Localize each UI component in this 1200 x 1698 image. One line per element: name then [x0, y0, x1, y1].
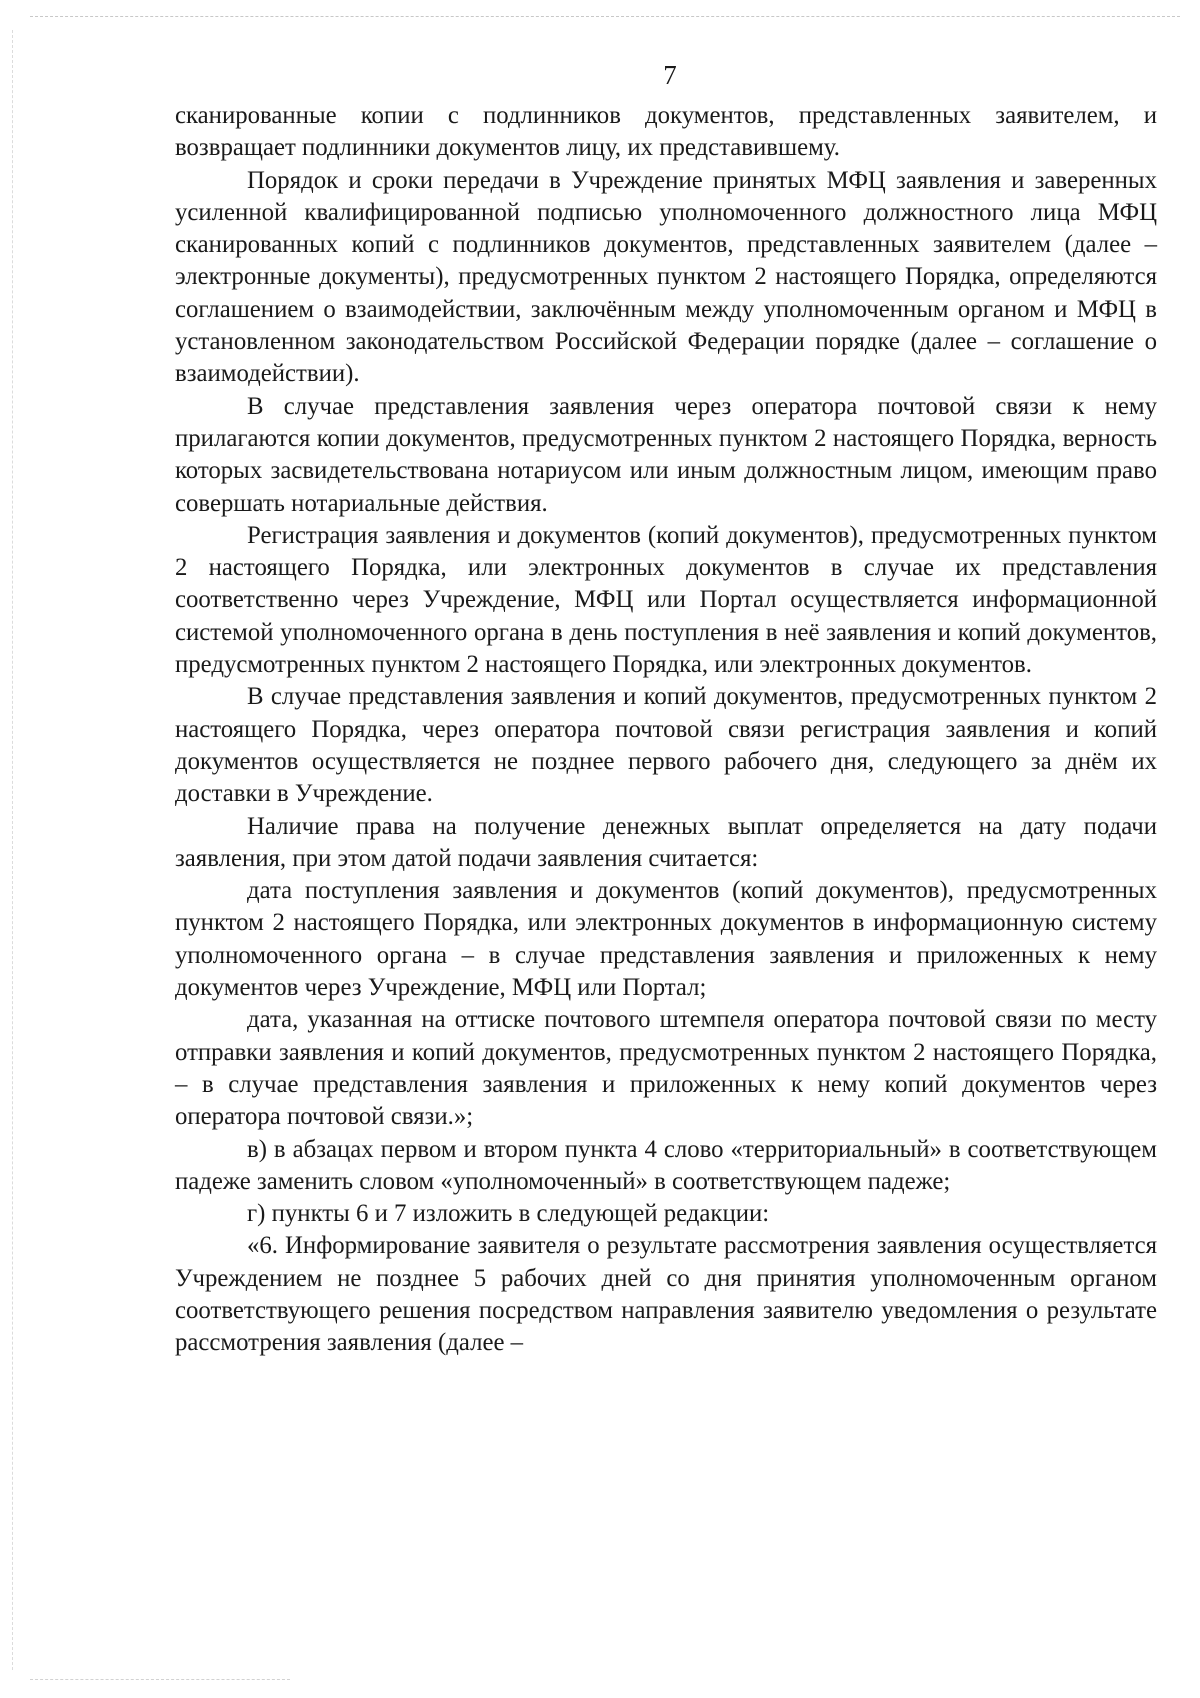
paragraph-9: в) в абзацах первом и втором пункта 4 слово «территориальный» в соответствующем падеже заменить словом «уполномоченный» в соответствующем падеже;	[175, 1135, 1157, 1195]
paragraph-7: дата поступления заявления и документов (копий документов), предусмотренных пунктом 2 настоящего Порядка, или электронных документов в информационную систему уполномоченного органа – в случае представления заявления и приложенных к нему документов через Учреждение, МФЦ или Портал;	[175, 877, 1157, 1002]
page-number: 7	[663, 60, 677, 90]
paragraph-3: В случае представления заявления через оператора почтовой связи к нему прилагаются копии документов, предусмотренных пунктом 2 настоящего Порядка, верность которых засвидетельствована нотариусом или иным должностным лицом, имеющим право совершать нотариальные действия.	[175, 392, 1157, 517]
paragraph-5: В случае представления заявления и копий документов, предусмотренных пунктом 2 настоящего Порядка, через оператора почтовой связи регистрация заявления и копий документов осуществляется не позднее первого рабочего дня, следующего за днём их доставки в Учреждение.	[175, 683, 1157, 808]
paragraph-1: сканированные копии с подлинников документов, представленных заявителем, и возвращает подлинники документов лицу, их представившему.	[175, 102, 1157, 162]
paragraph-10: г) пункты 6 и 7 изложить в следующей редакции:	[247, 1200, 770, 1228]
scan-edge-left	[12, 30, 13, 1670]
scan-edge-bottom	[30, 1679, 290, 1680]
paragraph-2: Порядок и сроки передачи в Учреждение принятых МФЦ заявления и заверенных усиленной квалифицированной подписью уполномоченного должностного лица МФЦ сканированных копий с подлинников документов, представленных заявителем (далее – электронные документы), предусмотренных пунктом 2 настоящего Порядка, определяются соглашением о взаимодействии, заключённым между уполномоченным органом и МФЦ в установленном законодательством Российской Федерации порядке (далее – соглашение о взаимодействии).	[175, 166, 1157, 388]
paragraph-11: «6. Информирование заявителя о результате рассмотрения заявления осуществляется Учреждением не позднее 5 рабочих дней со дня принятия уполномоченным органом соответствующего решения посредством направления заявителю уведомления о результате рассмотрения заявления (далее –	[175, 1232, 1157, 1357]
paragraph-8: дата, указанная на оттиске почтового штемпеля оператора почтовой связи по месту отправки заявления и копий документов, предусмотренных пунктом 2 настоящего Порядка, – в случае представления заявления и приложенных к нему копий документов через оператора почтовой связи.»;	[175, 1006, 1157, 1131]
scan-edge-top	[30, 16, 1180, 17]
paragraph-6: Наличие права на получение денежных выплат определяется на дату подачи заявления, при этом датой подачи заявления считается:	[175, 812, 1157, 872]
paragraph-4: Регистрация заявления и документов (копий документов), предусмотренных пунктом 2 настоящего Порядка, или электронных документов в случае их представления соответственно через Учреждение, МФЦ или Портал осуществляется информационной системой уполномоченного органа в день поступления в неё заявления и копий документов, предусмотренных пунктом 2 настоящего Порядка, или электронных документов.	[175, 521, 1157, 679]
document-body	[175, 100, 1157, 1360]
